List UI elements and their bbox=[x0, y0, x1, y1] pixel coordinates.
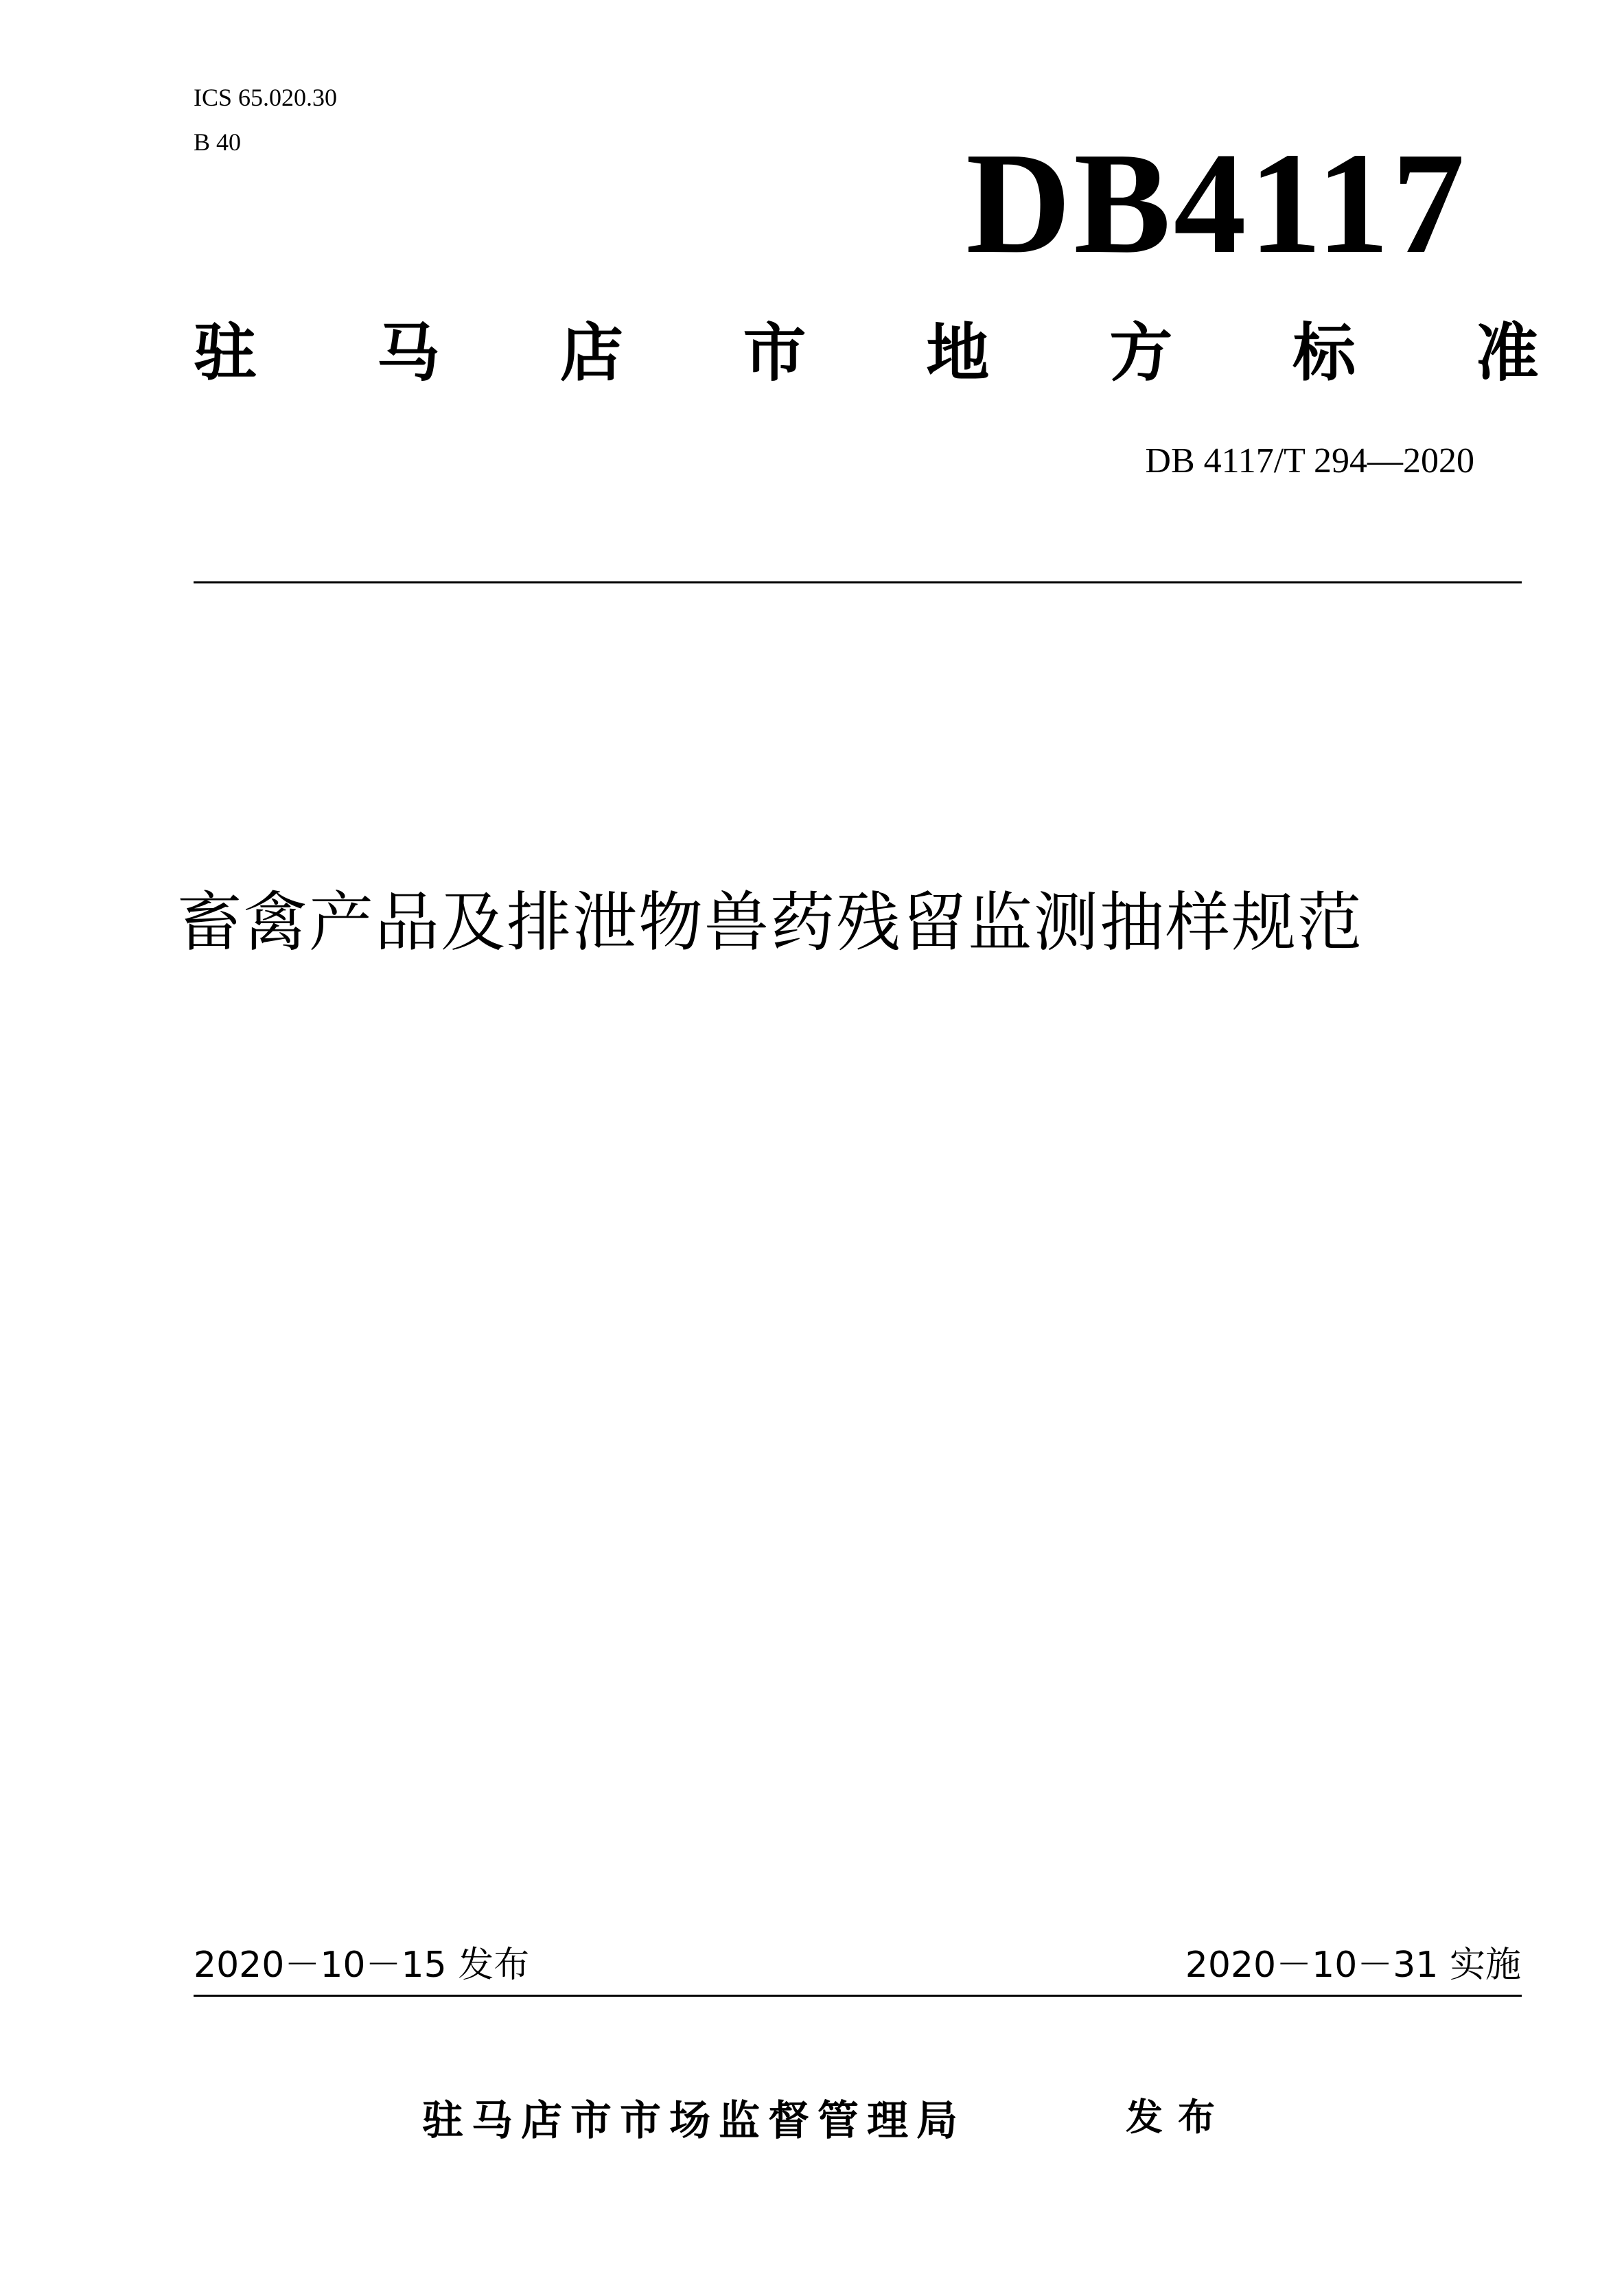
standard-type-heading bbox=[194, 316, 1539, 391]
document-title: 畜禽产品及排泄物兽药残留监测抽样规范 bbox=[177, 885, 1364, 960]
standard-type-char: 地 bbox=[926, 316, 990, 390]
publish-label: 发布 bbox=[1126, 2096, 1230, 2139]
standard-type-char: 马 bbox=[376, 316, 440, 390]
issue-date: 2020－10－15 发布 bbox=[194, 1945, 530, 1986]
top-divider bbox=[194, 581, 1522, 583]
standard-type-char: 准 bbox=[1475, 316, 1539, 390]
standard-type-char: 方 bbox=[1109, 316, 1173, 390]
standard-type-char: 市 bbox=[743, 316, 807, 390]
ics-code: ICS 65.020.30 bbox=[194, 84, 338, 111]
standard-code-logo: DB4117 bbox=[966, 122, 1468, 283]
publisher-name: 驻马店市市场监督管理局 bbox=[422, 2097, 966, 2145]
standard-number: DB 4117/T 294—2020 bbox=[1145, 441, 1474, 480]
implementation-date: 2020－10－31 实施 bbox=[1185, 1945, 1521, 1986]
bottom-divider bbox=[194, 1995, 1522, 1997]
standard-type-char: 店 bbox=[559, 316, 623, 390]
standard-type-char: 驻 bbox=[194, 316, 257, 390]
classification-code: B 40 bbox=[194, 128, 242, 156]
standard-type-char: 标 bbox=[1292, 316, 1356, 390]
